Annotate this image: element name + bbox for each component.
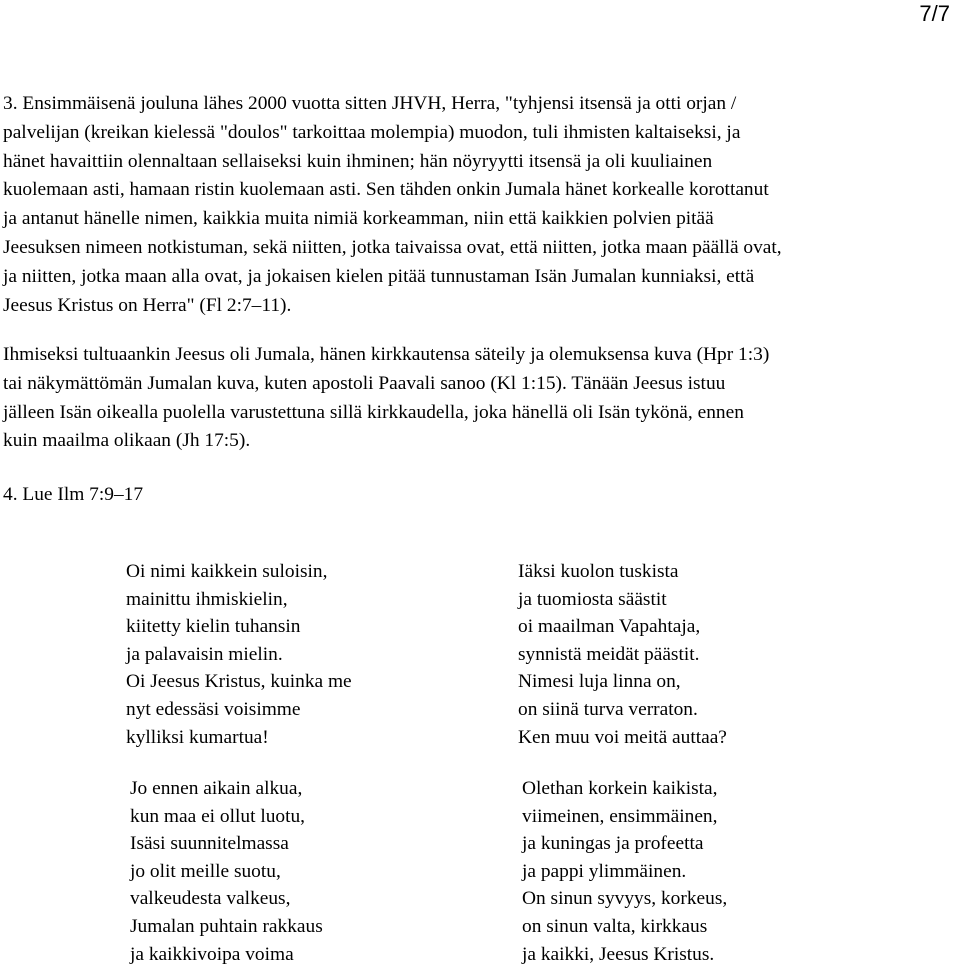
paragraph-line: kuolemaan asti, hamaan ristin kuolemaan asti. Sen tähden onkin Jumala hänet korkealle korottanut [3, 179, 769, 201]
stanza-line: nyt edessäsi voisimme [126, 698, 301, 720]
paragraph-line: Jeesus Kristus on Herra" (Fl 2:7–11). [3, 294, 292, 316]
paragraph-line: kuin maailma olikaan (Jh 17:5). [3, 430, 251, 452]
stanza-line: oi maailman Vapahtaja, [518, 616, 701, 638]
item-4-reading [3, 481, 957, 510]
stanza-line: mainittu ihmiskielin, [126, 588, 288, 610]
stanza-line: Oi Jeesus Kristus, kuinka me [126, 671, 352, 693]
stanza-line: ja tuomiosta säästit [518, 588, 667, 610]
paragraph-line: Ihmiseksi tultuaankin Jeesus oli Jumala, hänen kirkkautensa säteily ja olemuksensa kuva (Hpr 1:3) [3, 344, 770, 365]
stanza-line: Jumalan puhtain rakkaus [130, 915, 323, 937]
paragraph-line: 3. Ensimmäisenä jouluna lähes 2000 vuotta sitten JHVH, Herra, "tyhjensi itsensä ja otti orjan / [3, 93, 737, 114]
paragraph-line: hänet havaittiin olennaltaan sellaiseksi kuin ihminen; hän nöyryytti itsensä ja oli kuuliainen [3, 150, 713, 172]
stanza-line: Ken muu voi meitä auttaa? [518, 726, 727, 748]
hymn-stanza-1 [126, 558, 352, 751]
stanza-line: Jo ennen aikain alkua, [130, 778, 303, 799]
stanza-line: On sinun syvyys, korkeus, [522, 888, 728, 910]
paragraph-line: tai näkymättömän Jumalan kuva, kuten apostoli Paavali sanoo (Kl 1:15). Tänään Jeesus istuu [3, 372, 726, 394]
paragraph-line: ja antanut hänelle nimen, kaikkia muita nimiä korkeamman, niin että kaikkien polvien pitää [3, 208, 714, 230]
stanza-line: Nimesi luja linna on, [518, 671, 681, 693]
paragraph-line: palvelijan (kreikan kielessä "doulos" tarkoittaa molempia) muodon, tuli ihmisten kaltaiseksi, ja [3, 121, 741, 143]
stanza-line: on sinun valta, kirkkaus [522, 915, 708, 937]
stanza-line: kun maa ei ollut luotu, [130, 805, 306, 827]
hymn-stanza-2 [518, 558, 727, 751]
stanza-line: Oi nimi kaikkein suloisin, [126, 561, 328, 582]
stanza-line: valkeudesta valkeus, [130, 888, 291, 910]
stanza-line: ja palavaisin mielin. [126, 643, 283, 665]
stanza-line: Olethan korkein kaikista, [522, 778, 718, 799]
stanza-line: kiitetty kielin tuhansin [126, 616, 301, 638]
stanza-line: Iäksi kuolon tuskista [518, 561, 679, 582]
stanza-line: jo olit meille suotu, [130, 860, 281, 882]
paragraph-line: jälleen Isän oikealla puolella varustettuna sillä kirkkaudella, joka hänellä oli Isän tykönä, ennen [3, 401, 744, 423]
paragraph-line: Jeesuksen nimeen notkistuman, sekä niitten, jotka taivaissa ovat, että niitten, jotka maan päällä ovat, [3, 236, 782, 258]
stanza-line: ja kaikkivoipa voima [130, 943, 294, 965]
page-number: 7/7 [919, 1, 950, 26]
stanza-line: ja kuningas ja profeetta [522, 833, 704, 855]
stanza-line: ja pappi ylimmäinen. [522, 860, 687, 882]
paragraph-incarnation [3, 341, 957, 456]
paragraph-line: ja niitten, jotka maan alla ovat, ja jokaisen kielen pitää tunnustaman Isän Jumalan kunniaksi, että [3, 265, 755, 287]
stanza-line: Isäsi suunnitelmassa [130, 833, 289, 855]
stanza-line: ja kaikki, Jeesus Kristus. [522, 943, 715, 965]
hymn-stanza-3 [130, 775, 323, 968]
paragraph-3 [3, 90, 957, 320]
stanza-line: synnistä meidät päästit. [518, 643, 700, 665]
stanza-line: viimeinen, ensimmäinen, [522, 805, 718, 827]
hymn-stanza-4 [522, 775, 727, 968]
reading-reference: 4. Lue Ilm 7:9–17 [3, 484, 144, 505]
stanza-line: kylliksi kumartua! [126, 726, 269, 748]
stanza-line: on siinä turva verraton. [518, 698, 698, 720]
